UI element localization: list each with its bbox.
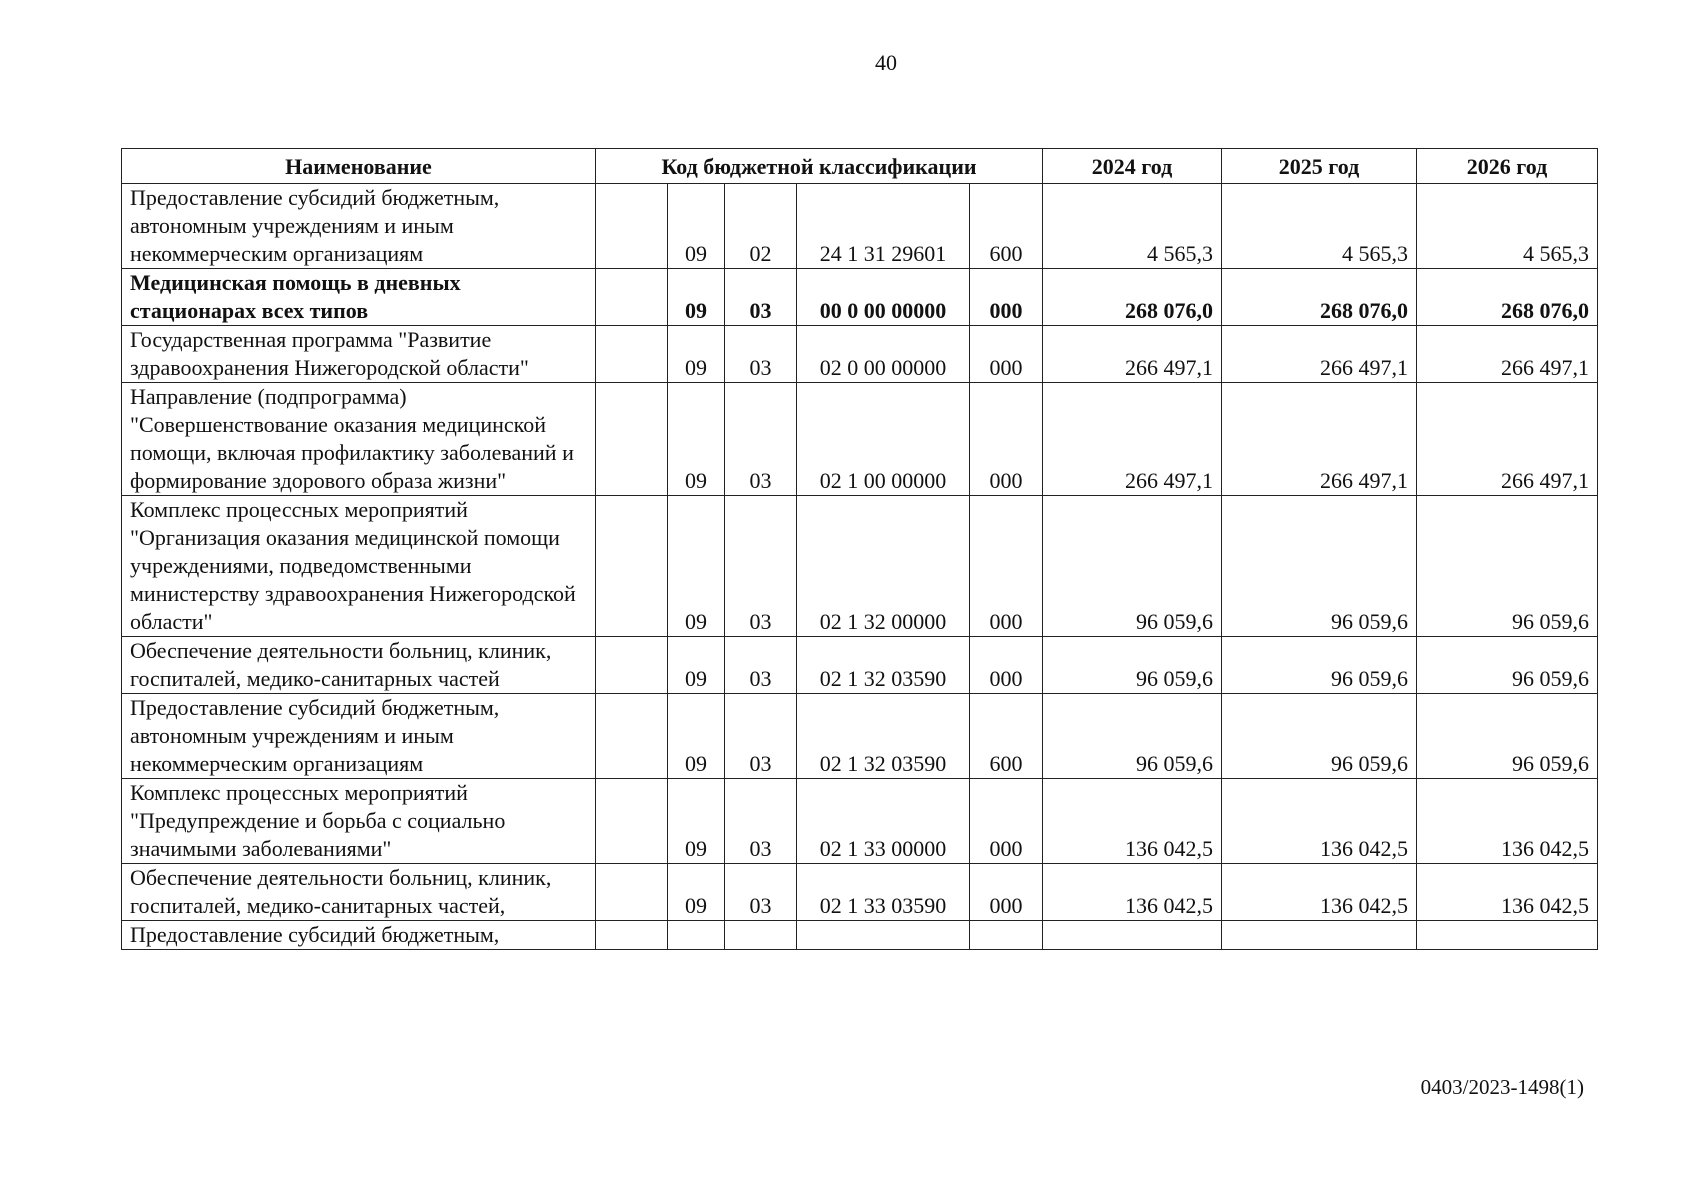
amount-2025: 266 497,1 [1222,383,1417,496]
amount-2026: 266 497,1 [1417,383,1598,496]
table-row [122,326,1598,383]
code-blank [596,779,668,864]
amount-2026: 96 059,6 [1417,637,1598,694]
code-section [668,921,725,950]
code-subsection: 02 [725,184,797,269]
code-target: 02 1 32 03590 [797,694,970,779]
row-name: Государственная программа "Развитие здравоохранения Нижегородской области" [122,326,596,383]
code-section: 09 [668,694,725,779]
amount-2026: 268 076,0 [1417,269,1598,326]
code-subsection: 03 [725,326,797,383]
code-blank [596,496,668,637]
amount-2026 [1417,921,1598,950]
row-name: Направление (подпрограмма) "Совершенствование оказания медицинской помощи, включая профилактику заболеваний и формирование здорового образа жизни" [122,383,596,496]
code-target: 02 0 00 00000 [797,326,970,383]
code-blank [596,864,668,921]
page-number: 40 [875,50,897,75]
table-row [122,269,1598,326]
amount-2025: 96 059,6 [1222,637,1417,694]
code-subsection: 03 [725,694,797,779]
code-target [797,921,970,950]
amount-2026: 266 497,1 [1417,326,1598,383]
amount-2024 [1043,921,1222,950]
code-section: 09 [668,383,725,496]
code-target: 02 1 32 00000 [797,496,970,637]
code-expense-type: 000 [970,496,1043,637]
code-expense-type: 000 [970,269,1043,326]
amount-2026: 136 042,5 [1417,779,1598,864]
code-target: 24 1 31 29601 [797,184,970,269]
code-blank [596,694,668,779]
code-target: 02 1 33 03590 [797,864,970,921]
amount-2024: 4 565,3 [1043,184,1222,269]
code-blank [596,383,668,496]
table-row [122,184,1598,269]
amount-2025: 266 497,1 [1222,326,1417,383]
amount-2026: 136 042,5 [1417,864,1598,921]
code-target: 02 1 32 03590 [797,637,970,694]
row-name: Предоставление субсидий бюджетным, автономным учреждениям и иным некоммерческим организациям [122,694,596,779]
amount-2024: 136 042,5 [1043,864,1222,921]
amount-2024: 266 497,1 [1043,383,1222,496]
amount-2026: 4 565,3 [1417,184,1598,269]
header-2026: 2026 год [1417,149,1598,184]
table-row [122,779,1598,864]
table-row [122,383,1598,496]
amount-2025: 96 059,6 [1222,496,1417,637]
amount-2026: 96 059,6 [1417,694,1598,779]
code-target: 00 0 00 00000 [797,269,970,326]
amount-2025 [1222,921,1417,950]
amount-2025: 96 059,6 [1222,694,1417,779]
code-blank [596,184,668,269]
code-expense-type: 000 [970,864,1043,921]
amount-2025: 4 565,3 [1222,184,1417,269]
code-subsection: 03 [725,779,797,864]
code-expense-type: 000 [970,383,1043,496]
code-section: 09 [668,637,725,694]
document-code: 0403/2023-1498(1) [1420,1075,1584,1099]
row-name: Комплекс процессных мероприятий "Предупреждение и борьба с социально значимыми заболеваниями" [122,779,596,864]
code-blank [596,637,668,694]
row-name: Предоставление субсидий бюджетным, [122,921,596,950]
budget-table [121,148,1598,950]
header-2025: 2025 год [1222,149,1417,184]
code-blank [596,269,668,326]
amount-2025: 136 042,5 [1222,779,1417,864]
row-name: Обеспечение деятельности больниц, клиник, госпиталей, медико-санитарных частей [122,637,596,694]
code-subsection: 03 [725,637,797,694]
row-name: Предоставление субсидий бюджетным, автономным учреждениям и иным некоммерческим организациям [122,184,596,269]
code-blank [596,326,668,383]
table-row [122,637,1598,694]
table-row [122,694,1598,779]
code-section: 09 [668,269,725,326]
amount-2025: 136 042,5 [1222,864,1417,921]
code-target: 02 1 00 00000 [797,383,970,496]
row-name: Комплекс процессных мероприятий "Организация оказания медицинской помощи учреждениями, подведомственными министерству здравоохранения Нижегородской области" [122,496,596,637]
amount-2024: 96 059,6 [1043,637,1222,694]
header-name: Наименование [122,149,596,184]
code-section: 09 [668,184,725,269]
code-expense-type: 600 [970,694,1043,779]
amount-2024: 96 059,6 [1043,694,1222,779]
row-name: Обеспечение деятельности больниц, клиник, госпиталей, медико-санитарных частей, [122,864,596,921]
amount-2024: 266 497,1 [1043,326,1222,383]
code-subsection: 03 [725,383,797,496]
code-subsection: 03 [725,864,797,921]
code-section: 09 [668,496,725,637]
code-expense-type [970,921,1043,950]
code-subsection: 03 [725,496,797,637]
code-subsection: 03 [725,269,797,326]
code-section: 09 [668,779,725,864]
amount-2024: 96 059,6 [1043,496,1222,637]
amount-2024: 136 042,5 [1043,779,1222,864]
table-row [122,921,1598,950]
row-name: Медицинская помощь в дневных стационарах всех типов [122,269,596,326]
amount-2026: 96 059,6 [1417,496,1598,637]
code-expense-type: 600 [970,184,1043,269]
code-blank [596,921,668,950]
table-row [122,864,1598,921]
code-expense-type: 000 [970,779,1043,864]
code-expense-type: 000 [970,326,1043,383]
code-expense-type: 000 [970,637,1043,694]
amount-2024: 268 076,0 [1043,269,1222,326]
amount-2025: 268 076,0 [1222,269,1417,326]
code-subsection [725,921,797,950]
code-section: 09 [668,326,725,383]
table-header-row [122,149,1598,184]
table-row [122,496,1598,637]
code-target: 02 1 33 00000 [797,779,970,864]
header-2024: 2024 год [1043,149,1222,184]
code-section: 09 [668,864,725,921]
header-code: Код бюджетной классификации [596,149,1043,184]
